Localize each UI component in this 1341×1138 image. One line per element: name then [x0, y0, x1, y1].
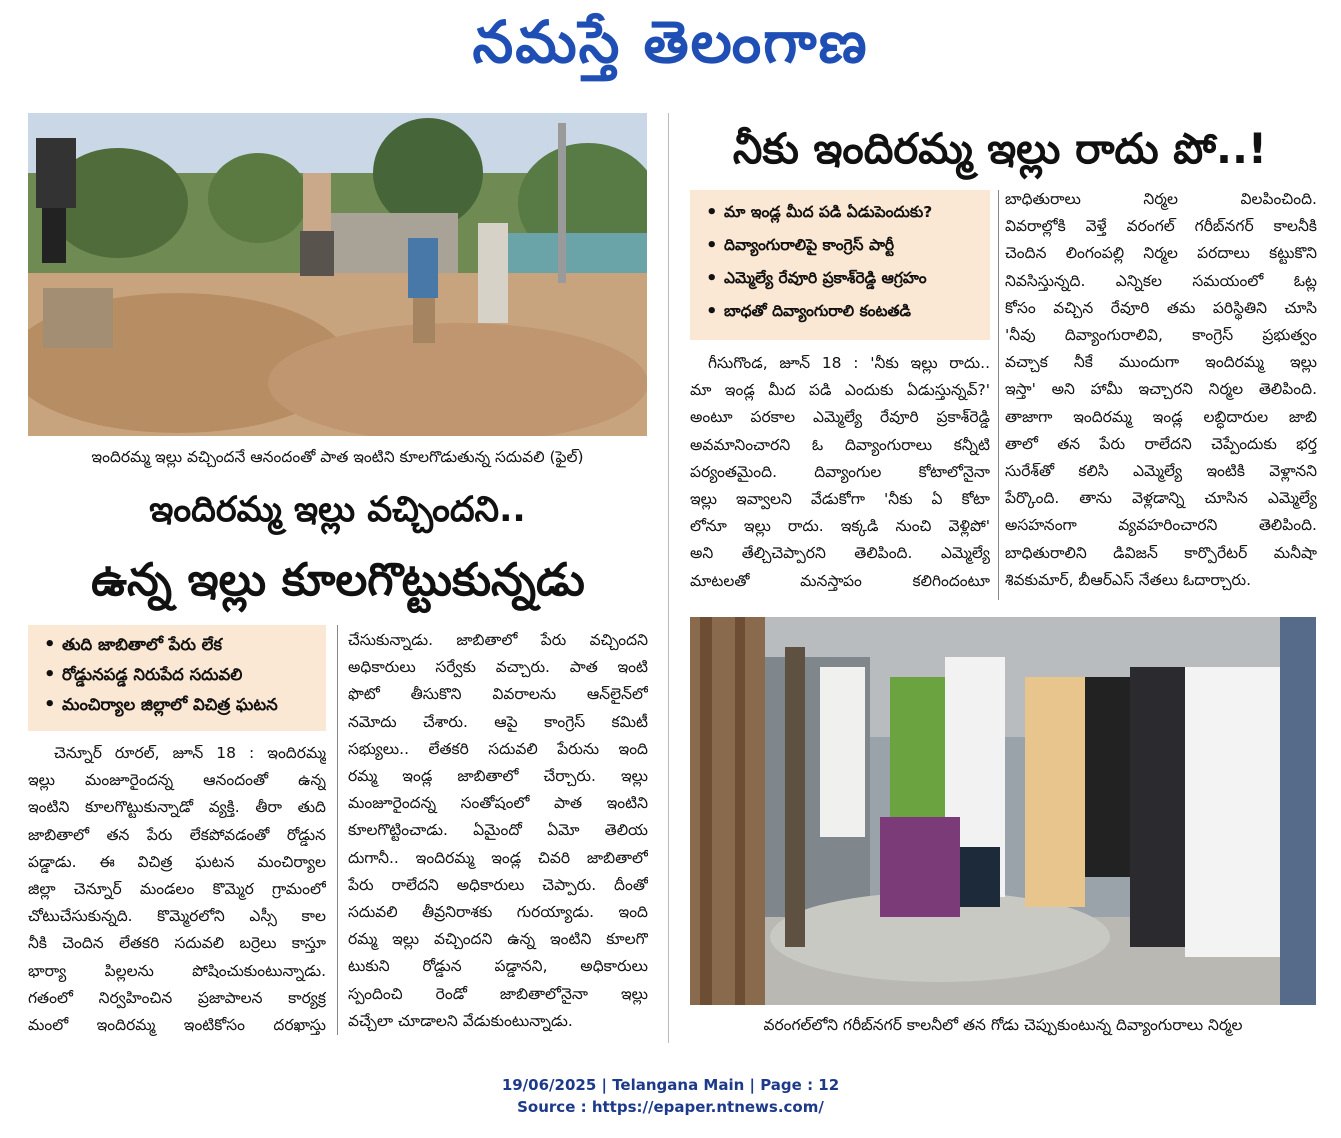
- photo-demolished-house: [28, 113, 647, 436]
- text-line: రమ్మ ఇండ్ల జాబితాలో చేర్చారు. ఇల్లు: [348, 767, 648, 786]
- text-line: భార్యా పిల్లలను పోషించుకుంటున్నాడు.: [28, 961, 326, 980]
- text-line: తాలో తన పేరు రాలేదని చెప్పేందుకు భర్త: [1005, 434, 1317, 453]
- highlight-item: • తుది జాబితాలో పేరు లేక: [42, 630, 316, 660]
- photo-caption-right: వరంగల్‌లోని గరీబ్‌నగర్ కాలనీలో తన గోడు చెప్పుకుంటున్న దివ్యాంగురాలు నిర్మల: [763, 1016, 1243, 1034]
- text-line: లోనూ ఇల్లు రాదు. ఇక్కడి నుంచి వెళ్లిపో': [690, 517, 990, 536]
- photo-divyang-woman: [690, 617, 1316, 1005]
- text-line: అని తేల్చిచెప్పారని తెలిపింది. ఎమ్మెల్యే: [690, 544, 990, 563]
- text-line: ఇస్తా' అని హామీ ఇచ్చారని నిర్మల తెలిపింది.: [1005, 380, 1317, 399]
- text-line: రమ్మ ఇల్లు వచ్చిందని ఉన్న ఇంటిని కూలగొ: [348, 930, 648, 949]
- text-line: కోసం వచ్చిన రేవూరి తమ పరిస్థితిని చూసి: [1005, 298, 1317, 317]
- text-line: సురేశ్‌తో కలిసి ఎమ్మెల్యే ఇంటికి వెళ్లానని: [1005, 462, 1317, 481]
- left-story-column-2: [348, 627, 648, 1042]
- text-line: తాజాగా ఇందిరమ్మ ఇండ్ల లబ్ధిదారుల జాబి: [1005, 407, 1317, 426]
- right-story-column-2: [1005, 186, 1317, 600]
- column-divider: [998, 190, 999, 600]
- text-line: అసహనంగా వ్యవహరించారని తెలిపింది.: [1005, 516, 1317, 535]
- text-line: శివకుమార్, బీఆర్‌ఎస్ నేతలు ఓదార్చారు.: [1005, 570, 1252, 589]
- column-divider: [337, 625, 338, 1035]
- text-line: ఇంటిని కూలగొట్టుకున్నాడో వ్యక్తి. తీరా తుది: [28, 798, 326, 817]
- highlight-item: • ఎమ్మెల్యే రేవూరి ప్రకాశ్‌రెడ్డి ఆగ్రహం: [704, 262, 980, 295]
- text-line: జిల్లా చెన్నూర్ మండలం కొమ్మెర గ్రామంలో: [28, 880, 326, 899]
- text-line: స్పందించి రెండో జాబితాలోనైనా ఇల్లు: [348, 984, 648, 1003]
- masthead: [0, 2, 1341, 82]
- text-line: టుకుని రోడ్డున పడ్డానని, అధికారులు: [348, 957, 648, 976]
- text-line: అధికారులు సర్వేకు వచ్చారు. పాత ఇంటి: [348, 658, 648, 677]
- text-line: గతంలో నిర్వహించిన ప్రజాపాలన కార్యక్ర: [28, 988, 326, 1007]
- text-line: మాటలతో మనస్తాపం కలిగిందంటూ: [690, 571, 990, 590]
- text-line: చేసుకున్నాడు. జాబితాలో పేరు వచ్చిందని: [348, 631, 648, 649]
- text-line: గీసుగొండ, జూన్ 18 : 'నీకు ఇల్లు రాదు..: [708, 354, 990, 372]
- left-story-column-1: [28, 740, 326, 1040]
- text-line: చోటుచేసుకున్నది. కొమ్మెరలోని ఎస్సీ కాల: [28, 907, 326, 926]
- text-line: మంలో ఇందిరమ్మ ఇంటికోసం దరఖాస్తు: [28, 1016, 326, 1035]
- text-line: కూలగొట్టించాడు. ఏమైందో ఏమో తెలియ: [348, 821, 648, 840]
- footer-date-edition: 19/06/2025 | Telangana Main | Page : 12: [501, 1076, 840, 1094]
- text-line: చెన్నూర్ రూరల్, జూన్ 18 : ఇందిరమ్మ: [54, 744, 326, 762]
- text-line: నీకి చెందిన లేతకరి సదువలి బర్రెలు కాస్తూ: [28, 934, 326, 953]
- highlights-left: [28, 625, 326, 731]
- text-line: అవమానించారని ఓ దివ్యాంగురాలు కన్నీటి: [690, 435, 990, 454]
- text-line: నివసిస్తున్నది. ఎన్నికల సమయంలో ఓట్ల: [1005, 271, 1317, 290]
- text-line: ఇల్లు ఇవ్వాలని వేడుకోగా 'నీకు ఏ కోటా: [690, 490, 990, 509]
- text-line: దుగానీ.. ఇందిరమ్మ ఇండ్ల చివరి జాబితాలో: [348, 848, 648, 867]
- text-line: పేరు రాలేదని అధికారులు చెప్పారు. దీంతో: [348, 875, 648, 894]
- text-line: మా ఇండ్ల మీద పడి ఎందుకు ఏడుస్తున్నవ్?': [690, 381, 990, 400]
- text-line: ఇల్లు మంజూరైందన్న ఆనందంతో ఉన్న: [28, 771, 326, 790]
- text-line: 'నీవు దివ్యాంగురాలివి, కాంగ్రెస్ ప్రభుత్వం: [1005, 326, 1317, 345]
- highlight-item: • మా ఇండ్ల మీద పడి ఏడుపెందుకు?: [704, 196, 980, 229]
- text-line: సదువలి తీవ్రనిరాశకు గురయ్యాడు. ఇంది: [348, 903, 648, 922]
- headline-left-line2: ఉన్న ఇల్లు కూలగొట్టుకున్నడు: [91, 553, 585, 606]
- text-line: పేర్కొంది. తాను వెళ్లడాన్ని చూసిన ఎమ్మెల్యే: [1005, 489, 1317, 508]
- text-line: బాధితురాలు నిర్మల విలపించింది.: [1005, 190, 1317, 208]
- text-line: వచ్చేలా చూడాలని వేడుకుంటున్నాడు.: [348, 1011, 573, 1030]
- text-line: ఫొటో తీసుకొని వివరాలను ఆన్‌లైన్‌లో: [348, 685, 648, 704]
- footer-source: Source : https://epaper.ntnews.com/: [517, 1098, 824, 1116]
- text-line: చెందిన లింగంపల్లి నిర్మల పరదాలు కట్టుకొని: [1005, 244, 1317, 263]
- text-line: సభ్యులు.. లేతకరి సదువలి పేరును ఇంది: [348, 739, 648, 758]
- text-line: పడ్డాడు. ఈ విచిత్ర ఘటన మంచిర్యాల: [28, 852, 326, 871]
- highlight-item: • రోడ్డునపడ్డ నిరుపేద సదువలి: [42, 660, 316, 690]
- highlights-right: [690, 190, 990, 340]
- story-divider: [668, 113, 669, 1043]
- text-line: వచ్చాక నీకే ముందుగా ఇందిరమ్మ ఇల్లు: [1005, 353, 1317, 372]
- text-line: జాబితాలో తన పేరు లేకపోవడంతో రోడ్డున: [28, 825, 326, 844]
- highlight-item: • దివ్యాంగురాలిపై కాంగ్రెస్ పార్టీ: [704, 229, 980, 262]
- highlight-item: • బాధతో దివ్యాంగురాలి కంటతడి: [704, 295, 980, 328]
- text-line: వివరాల్లోకి వెళ్తే వరంగల్ గరీబ్‌నగర్ కాలనీకి: [1005, 217, 1317, 236]
- text-line: అంటూ పరకాల ఎమ్మెల్యే రేవూరి ప్రకాశ్‌రెడ్డి: [690, 408, 990, 427]
- headline-right: నీకు ఇందిరమ్మ ఇల్లు రాదు పో..!: [732, 124, 1268, 173]
- text-line: మంజూరైందన్న సంతోషంలో పాత ఇంటిని: [348, 794, 648, 813]
- text-line: నమోదు చేశారు. ఆపై కాంగ్రెస్ కమిటీ: [348, 712, 648, 731]
- masthead-title: నమస్తే తెలంగాణ: [472, 8, 869, 76]
- right-story-column-1: [690, 350, 990, 600]
- text-line: పర్యంతమైంది. దివ్యాంగుల కోటాలోనైనా: [690, 462, 990, 481]
- highlight-item: • మంచిర్యాల జిల్లాలో విచిత్ర ఘటన: [42, 690, 316, 720]
- headline-left-line1: ఇందిరమ్మ ఇల్లు వచ్చిందని..: [149, 490, 526, 530]
- text-line: బాధితురాలిని డివిజన్ కార్పొరేటర్ మనీషా: [1005, 543, 1317, 562]
- photo-caption-left: ఇందిరమ్మ ఇల్లు వచ్చిందనే ఆనందంతో పాత ఇంటిని కూలగొడుతున్న సదువలి (ఫైల్): [91, 448, 584, 466]
